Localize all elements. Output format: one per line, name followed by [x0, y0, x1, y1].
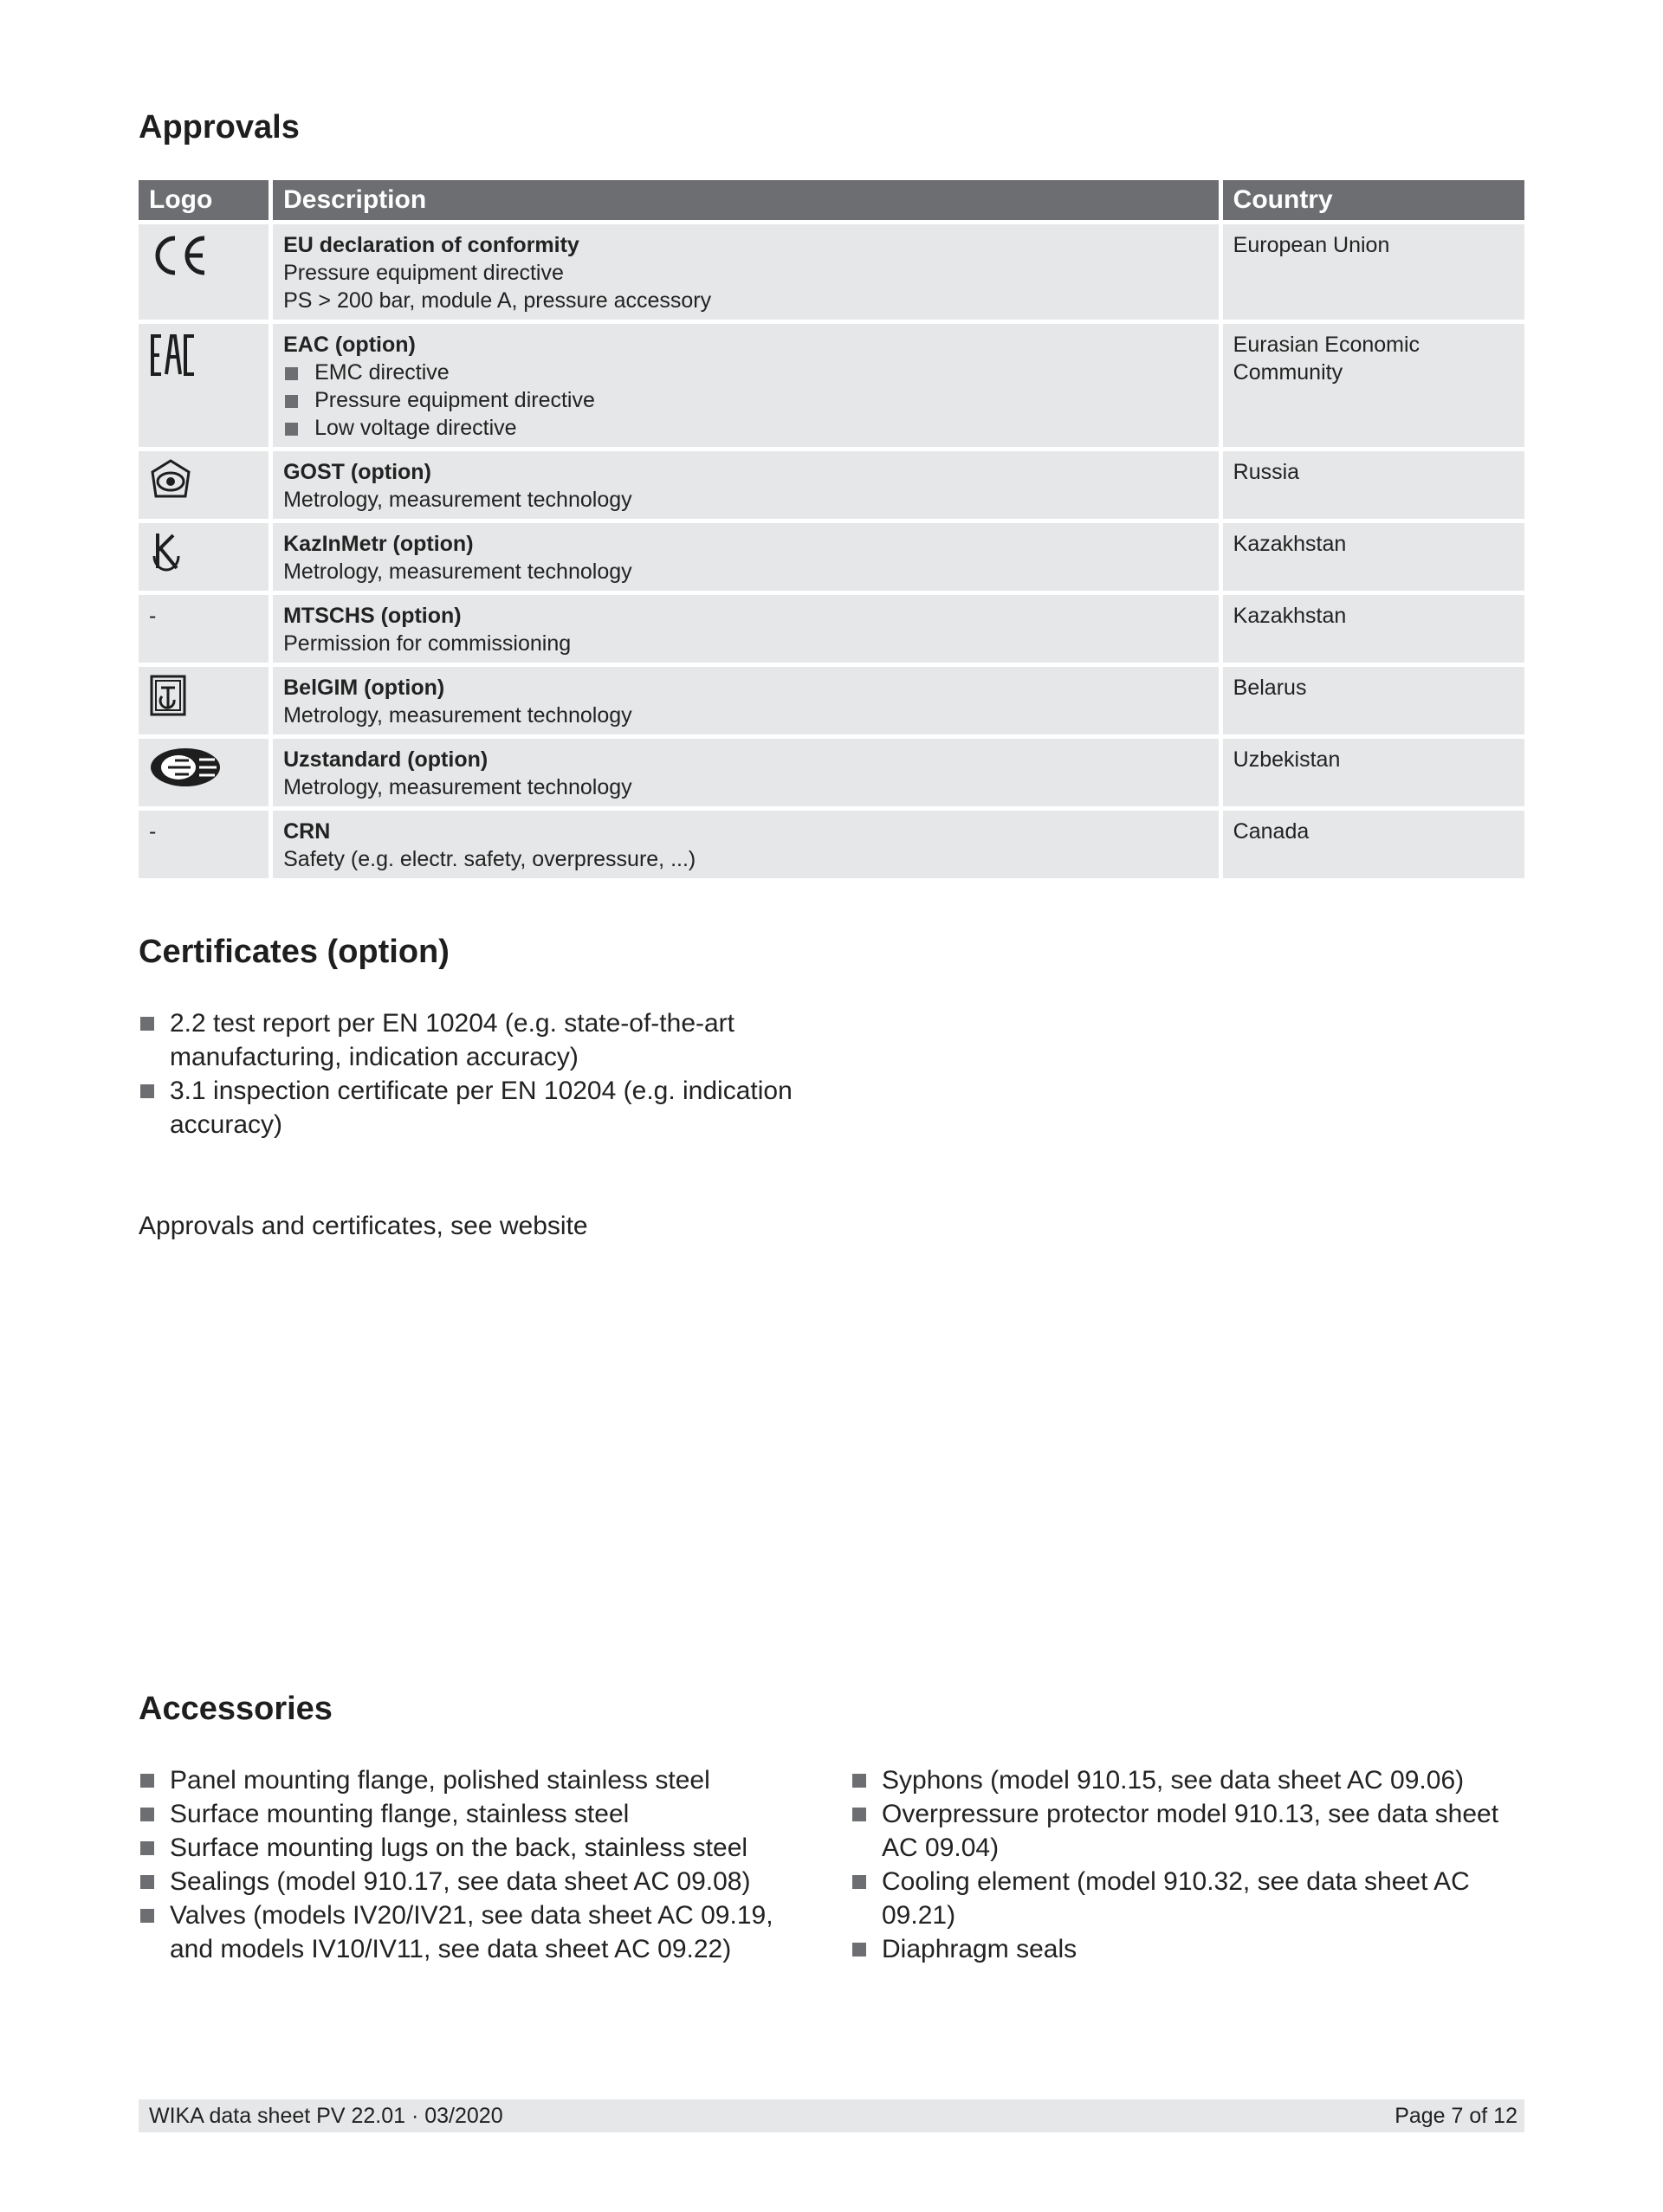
country-cell: Eurasian Economic Community: [1223, 320, 1524, 447]
description-cell: [273, 220, 1223, 320]
directive-list-item: EMC directive: [283, 359, 1208, 386]
approval-detail: Permission for commissioning: [283, 631, 572, 656]
approval-detail: Metrology, measurement technology: [283, 488, 632, 512]
approval-detail: Safety (e.g. electr. safety, overpressure, ...): [283, 847, 696, 871]
approval-title: KazInMetr (option): [283, 532, 474, 556]
country-cell: Kazakhstan: [1223, 519, 1524, 591]
accessories-heading: Accessories: [139, 1691, 333, 1727]
table-row: [139, 519, 1524, 591]
logo-cell: -: [139, 806, 273, 878]
approval-detail: Metrology, measurement technology: [283, 775, 632, 799]
ce-mark-icon: [149, 231, 210, 280]
approvals-website-note: Approvals and certificates, see website: [139, 1212, 588, 1240]
country-cell: Belarus: [1223, 663, 1524, 734]
page-footer: [139, 2099, 1524, 2132]
gost-mark-icon: [149, 458, 192, 501]
description-cell: [273, 591, 1223, 663]
logo-cell: [139, 220, 273, 320]
country-cell: Russia: [1223, 447, 1524, 519]
description-cell: [273, 320, 1223, 447]
certificates-heading: Certificates (option): [139, 934, 450, 970]
uzstandard-mark-icon: [149, 746, 222, 789]
column-header-country: Country: [1223, 180, 1524, 220]
logo-cell: [139, 519, 273, 591]
approval-title: Uzstandard (option): [283, 747, 489, 772]
approval-title: BelGIM (option): [283, 676, 445, 700]
description-cell: [273, 447, 1223, 519]
list-item: Surface mounting lugs on the back, stainless steel: [139, 1831, 823, 1865]
directive-list-item: Pressure equipment directive: [283, 386, 1208, 414]
country-cell: Kazakhstan: [1223, 591, 1524, 663]
country-cell: Uzbekistan: [1223, 734, 1524, 806]
certificates-list: [139, 1006, 797, 1142]
list-item: Cooling element (model 910.32, see data sheet AC 09.21): [851, 1865, 1524, 1932]
approvals-table: [139, 180, 1524, 878]
column-header-logo: Logo: [139, 180, 273, 220]
table-row: [139, 320, 1524, 447]
logo-cell: [139, 447, 273, 519]
table-row: [139, 734, 1524, 806]
list-item: Sealings (model 910.17, see data sheet AC 09.08): [139, 1865, 823, 1898]
country-cell: European Union: [1223, 220, 1524, 320]
description-cell: [273, 806, 1223, 878]
list-item: 2.2 test report per EN 10204 (e.g. state-of-the-art manufacturing, indication accuracy): [139, 1006, 797, 1074]
logo-cell: -: [139, 591, 273, 663]
list-item: Syphons (model 910.15, see data sheet AC 09.06): [851, 1763, 1524, 1797]
table-header-row: [139, 180, 1524, 220]
list-item: Valves (models IV20/IV21, see data sheet AC 09.19, and models IV10/IV11, see data sheet AC 09.22): [139, 1898, 823, 1966]
list-item: Panel mounting flange, polished stainless steel: [139, 1763, 823, 1797]
approvals-heading: Approvals: [139, 109, 300, 146]
approval-detail: PS > 200 bar, module A, pressure accessory: [283, 288, 712, 313]
description-cell: [273, 663, 1223, 734]
column-header-description: Description: [273, 180, 1223, 220]
logo-cell: [139, 663, 273, 734]
list-item: Surface mounting flange, stainless steel: [139, 1797, 823, 1831]
eac-mark-icon: [149, 331, 197, 379]
table-row: [139, 663, 1524, 734]
approval-title: CRN: [283, 819, 331, 844]
footer-page-number: Page 7 of 12: [1394, 2104, 1517, 2128]
approval-detail: Metrology, measurement technology: [283, 703, 632, 728]
directive-list-item: Low voltage directive: [283, 414, 1208, 442]
table-row: [139, 806, 1524, 878]
logo-cell: [139, 734, 273, 806]
table-row: [139, 220, 1524, 320]
description-cell: [273, 519, 1223, 591]
kazinmetr-mark-icon: [149, 530, 184, 577]
accessories-list-left: [139, 1763, 823, 1966]
list-item: Overpressure protector model 910.13, see data sheet AC 09.04): [851, 1797, 1524, 1865]
approval-title: GOST (option): [283, 460, 431, 484]
belgim-mark-icon: [149, 674, 187, 717]
logo-cell: [139, 320, 273, 447]
table-row: [139, 447, 1524, 519]
table-row: [139, 591, 1524, 663]
country-cell: Canada: [1223, 806, 1524, 878]
approval-detail: Metrology, measurement technology: [283, 559, 632, 584]
list-item: 3.1 inspection certificate per EN 10204 (e.g. indication accuracy): [139, 1074, 797, 1142]
list-item: Diaphragm seals: [851, 1932, 1524, 1966]
approval-detail: Pressure equipment directive: [283, 261, 564, 285]
accessories-list-right: [851, 1763, 1524, 1966]
footer-datasheet-ref: WIKA data sheet PV 22.01 · 03/2020: [149, 2104, 503, 2128]
description-cell: [273, 734, 1223, 806]
approval-title: EU declaration of conformity: [283, 233, 579, 257]
approval-title: EAC (option): [283, 333, 416, 357]
approval-title: MTSCHS (option): [283, 604, 462, 628]
